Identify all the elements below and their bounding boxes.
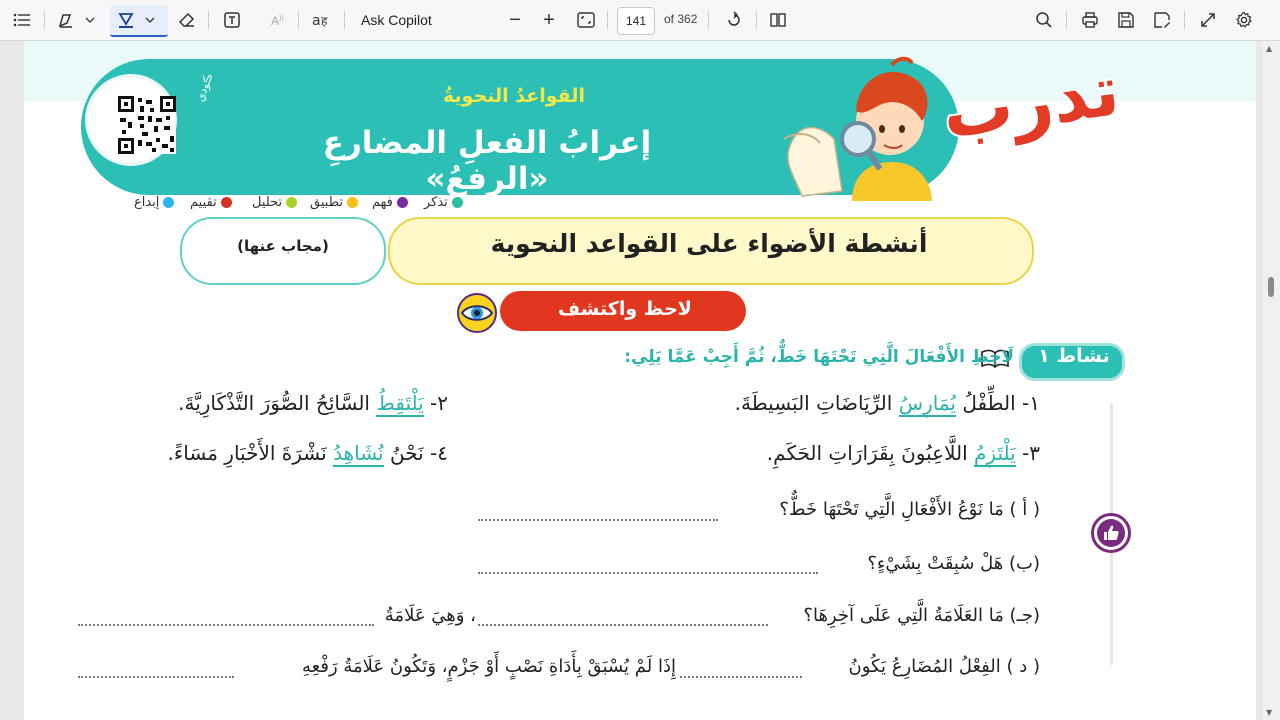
- lesson-title: إعرابُ الفعلِ المضارعِ «الرفعُ»: [322, 125, 652, 197]
- ask-copilot-button[interactable]: Ask Copilot: [361, 12, 432, 28]
- legend-item: فهم: [372, 195, 408, 210]
- search-icon[interactable]: [1032, 6, 1056, 34]
- question-a: ( أ ) مَا نَوْعُ الأَفْعَالِ الَّتِي تَحْتَهَا خَطٌّ؟: [779, 499, 1040, 520]
- skills-legend: [134, 195, 474, 215]
- legend-item: تطبيق: [310, 195, 358, 210]
- toolbar-separator: [1066, 11, 1067, 29]
- toolbar-separator: [607, 11, 608, 29]
- pdf-toolbar: [0, 0, 1280, 41]
- svg-text:A: A: [271, 14, 280, 28]
- sentence-4: ٤- نَحْنُ نُشَاهِدُ نَشْرَةَ الأَخْبَارِ مَسَاءً.: [167, 441, 448, 465]
- toolbar-separator: [298, 11, 299, 29]
- legend-item: تحليل: [252, 195, 297, 210]
- print-icon[interactable]: [1078, 6, 1102, 34]
- section-title: أنشطة الأضواء على القواعد النحوية: [490, 229, 928, 258]
- lesson-subtitle: القواعدُ النحويةُ: [443, 85, 585, 107]
- toolbar-separator: [708, 11, 709, 29]
- svg-text:)): )): [279, 15, 284, 22]
- page-count: of 362: [664, 12, 698, 26]
- boy-with-magnifier-illustration: [772, 51, 942, 201]
- sentence-2: ٢- يَلْتَقِطُ السَّائِحُ الصُّوَرَ التَّذْكَارِيَّةَ.: [178, 391, 448, 415]
- answer-line-a[interactable]: [478, 518, 718, 521]
- activity-instruction: لَاحِظِ الأَفْعَالَ الَّتِي تَحْتَهَا خَطٌّ، ثُمَّ أَجِبْ عَمَّا يَلِي:: [624, 347, 1014, 367]
- qr-code-icon: [118, 96, 176, 154]
- svg-text:a: a: [312, 13, 321, 29]
- two-page-icon[interactable]: [766, 6, 790, 34]
- save-icon[interactable]: [1114, 6, 1138, 34]
- activity-label: نشاط ١: [1038, 345, 1110, 367]
- read-aloud-icon[interactable]: [266, 6, 290, 34]
- sentence-1: ١- الطِّفْلُ يُمَارِسُ الرِّيَاضَاتِ البَسِيطَةَ.: [734, 391, 1040, 415]
- legend-dot-icon: [163, 197, 174, 208]
- vertical-scrollbar[interactable]: [1262, 41, 1280, 720]
- save-as-icon[interactable]: [1150, 6, 1174, 34]
- toolbar-separator: [44, 11, 45, 29]
- answer-line-b[interactable]: [478, 571, 818, 574]
- rotate-icon[interactable]: [722, 6, 746, 34]
- practice-badge: تدرب: [937, 49, 1125, 155]
- list-icon[interactable]: [10, 6, 34, 34]
- highlight-icon[interactable]: [114, 6, 138, 34]
- legend-dot-icon: [221, 197, 232, 208]
- text-box-icon[interactable]: [220, 6, 244, 34]
- question-c-tail: ، وَهِيَ عَلَامَةُ: [384, 605, 476, 626]
- scroll-up-icon[interactable]: ▲: [1266, 44, 1273, 53]
- settings-icon[interactable]: [1232, 6, 1256, 34]
- question-d-head: ( د ) الفِعْلُ المُضَارِعُ يَكُونُ: [848, 656, 1040, 677]
- answered-label: (مجاب عنها): [237, 237, 329, 255]
- question-c: (جـ) مَا العَلَامَةُ الَّتِي عَلَى آخِرِهَا؟: [803, 605, 1040, 626]
- toolbar-separator: [756, 11, 757, 29]
- question-d-tail: إِذَا لَمْ يُسْبَقْ بِأَدَاةِ نَصْبٍ أَوْ جَزْمٍ، وَتَكُونُ عَلَامَةُ رَفْعِهِ: [302, 656, 676, 677]
- legend-item: إبداع: [134, 195, 174, 210]
- legend-item: تقييم: [190, 195, 232, 210]
- question-b: (ب) هَلْ سُبِقَتْ بِشَيْءٍ؟: [867, 553, 1040, 574]
- draw-icon[interactable]: [54, 6, 78, 34]
- chevron-down-icon[interactable]: [82, 6, 98, 34]
- thumbs-up-icon: [1097, 519, 1125, 547]
- answer-line-c1[interactable]: [478, 623, 768, 626]
- zoom-out-button[interactable]: −: [509, 8, 521, 31]
- zoom-in-button[interactable]: +: [543, 8, 555, 31]
- toolbar-separator: [1184, 11, 1185, 29]
- translate-icon[interactable]: [308, 6, 334, 34]
- legend-dot-icon: [286, 197, 297, 208]
- answer-line-d1[interactable]: [680, 675, 802, 678]
- answer-line-d2[interactable]: [78, 675, 234, 678]
- legend-dot-icon: [347, 197, 358, 208]
- toolbar-separator: [208, 11, 209, 29]
- qr-caption: ڪودي: [193, 71, 216, 104]
- observe-label: لاحظ واكتشف: [558, 298, 692, 320]
- scrollbar-thumb[interactable]: [1268, 277, 1274, 297]
- legend-dot-icon: [397, 197, 408, 208]
- answer-line-c2[interactable]: [78, 623, 374, 626]
- svg-text:ह: ह: [321, 14, 328, 28]
- page-number-input[interactable]: 141: [617, 7, 655, 35]
- fullscreen-icon[interactable]: [1196, 6, 1220, 34]
- eraser-icon[interactable]: [175, 6, 199, 34]
- chevron-down-icon[interactable]: [142, 6, 158, 34]
- eye-icon: [456, 292, 498, 334]
- legend-item: تذكر: [424, 195, 463, 210]
- legend-dot-icon: [452, 197, 463, 208]
- toolbar-separator: [344, 11, 345, 29]
- scroll-down-icon[interactable]: ▼: [1266, 708, 1273, 717]
- sentence-3: ٣- يَلْتَزِمُ اللَّاعِبُونَ بِقَرَارَاتِ الحَكَمِ.: [766, 441, 1040, 465]
- fit-page-icon[interactable]: [574, 6, 598, 34]
- pdf-page: [24, 41, 1256, 720]
